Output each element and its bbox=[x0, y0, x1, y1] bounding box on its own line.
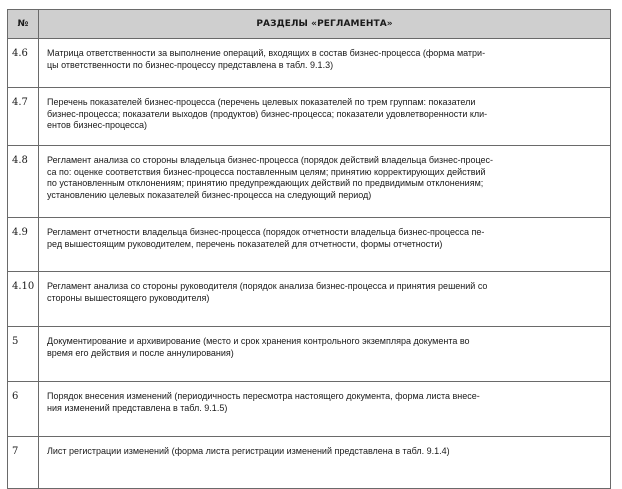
table-row bbox=[8, 437, 611, 489]
row-description bbox=[39, 218, 611, 272]
table-row bbox=[8, 218, 611, 272]
description-line: Документирование и архивирование (место и срок хранения контрольного экземпляра документа во bbox=[47, 336, 470, 346]
description-line: Лист регистрации изменений (форма листа регистрации изменений представлена в табл. 9.1.4) bbox=[47, 446, 450, 456]
description-line: Регламент отчетности владельца бизнес-процесса (порядок отчетности владельца бизнес-процесса пе- bbox=[47, 227, 485, 237]
row-description bbox=[39, 146, 611, 218]
row-number: 4.8 bbox=[8, 146, 39, 218]
row-number: 5 bbox=[8, 327, 39, 382]
row-number: 7 bbox=[8, 437, 39, 489]
table-row bbox=[8, 382, 611, 437]
description-line: по установленным отклонениям; принятию предупреждающих действий по предвидимым отклонениям; bbox=[47, 178, 484, 188]
description-line: ентов бизнес-процесса) bbox=[47, 120, 148, 130]
row-number: 4.6 bbox=[8, 39, 39, 88]
table-row bbox=[8, 39, 611, 88]
regulation-sections-table-wrapper bbox=[7, 9, 610, 489]
number-column-header: № bbox=[8, 10, 39, 39]
sections-column-header: РАЗДЕЛЫ «РЕГЛАМЕНТА» bbox=[39, 10, 611, 39]
description-line: ред вышестоящим руководителем, перечень показателей для отчетности, формы отчетности) bbox=[47, 238, 443, 249]
description-line: Регламент анализа со стороны владельца бизнес-процесса (порядок действий владельца бизнес-процес- bbox=[47, 155, 494, 165]
row-description bbox=[39, 272, 611, 327]
row-number: 4.7 bbox=[8, 88, 39, 146]
row-description bbox=[39, 88, 611, 146]
table-row bbox=[8, 88, 611, 146]
description-line: стороны вышестоящего руководителя) bbox=[47, 292, 210, 303]
table-row bbox=[8, 146, 611, 218]
description-line: Перечень показателей бизнес-процесса (перечень целевых показателей по трем группам: показатели bbox=[47, 97, 476, 107]
row-number: 6 bbox=[8, 382, 39, 437]
description-line: Регламент анализа со стороны руководителя (порядок анализа бизнес-процесса и принятия решений со bbox=[47, 281, 488, 291]
row-description bbox=[39, 382, 611, 437]
description-line: цы ответственности по бизнес-процессу представлена в табл. 9.1.3) bbox=[47, 59, 334, 70]
description-line: са по: оценке соответствия бизнес-процесса поставленным целям; принятию корректирующих действий bbox=[47, 166, 486, 177]
row-description bbox=[39, 327, 611, 382]
description-line: Порядок внесения изменений (периодичность пересмотра настоящего документа, форма листа внесе- bbox=[47, 391, 480, 401]
description-line: время его действия и после аннулирования) bbox=[47, 347, 234, 358]
description-line: ния изменений представлена в табл. 9.1.5) bbox=[47, 402, 228, 413]
description-line: установлению целевых показателей бизнес-процесса на следующий период) bbox=[47, 189, 372, 200]
row-description bbox=[39, 39, 611, 88]
row-number: 4.10 bbox=[8, 272, 39, 327]
table-row bbox=[8, 327, 611, 382]
table-header-row bbox=[8, 10, 611, 39]
table-row bbox=[8, 272, 611, 327]
row-description bbox=[39, 437, 611, 489]
description-line: Матрица ответственности за выполнение операций, входящих в состав бизнес-процесса (форма матри- bbox=[47, 48, 486, 58]
regulation-sections-table bbox=[7, 9, 611, 489]
row-number: 4.9 bbox=[8, 218, 39, 272]
description-line: бизнес-процесса; показатели выходов (продуктов) бизнес-процесса; показатели удовлетворенности кли- bbox=[47, 108, 488, 119]
